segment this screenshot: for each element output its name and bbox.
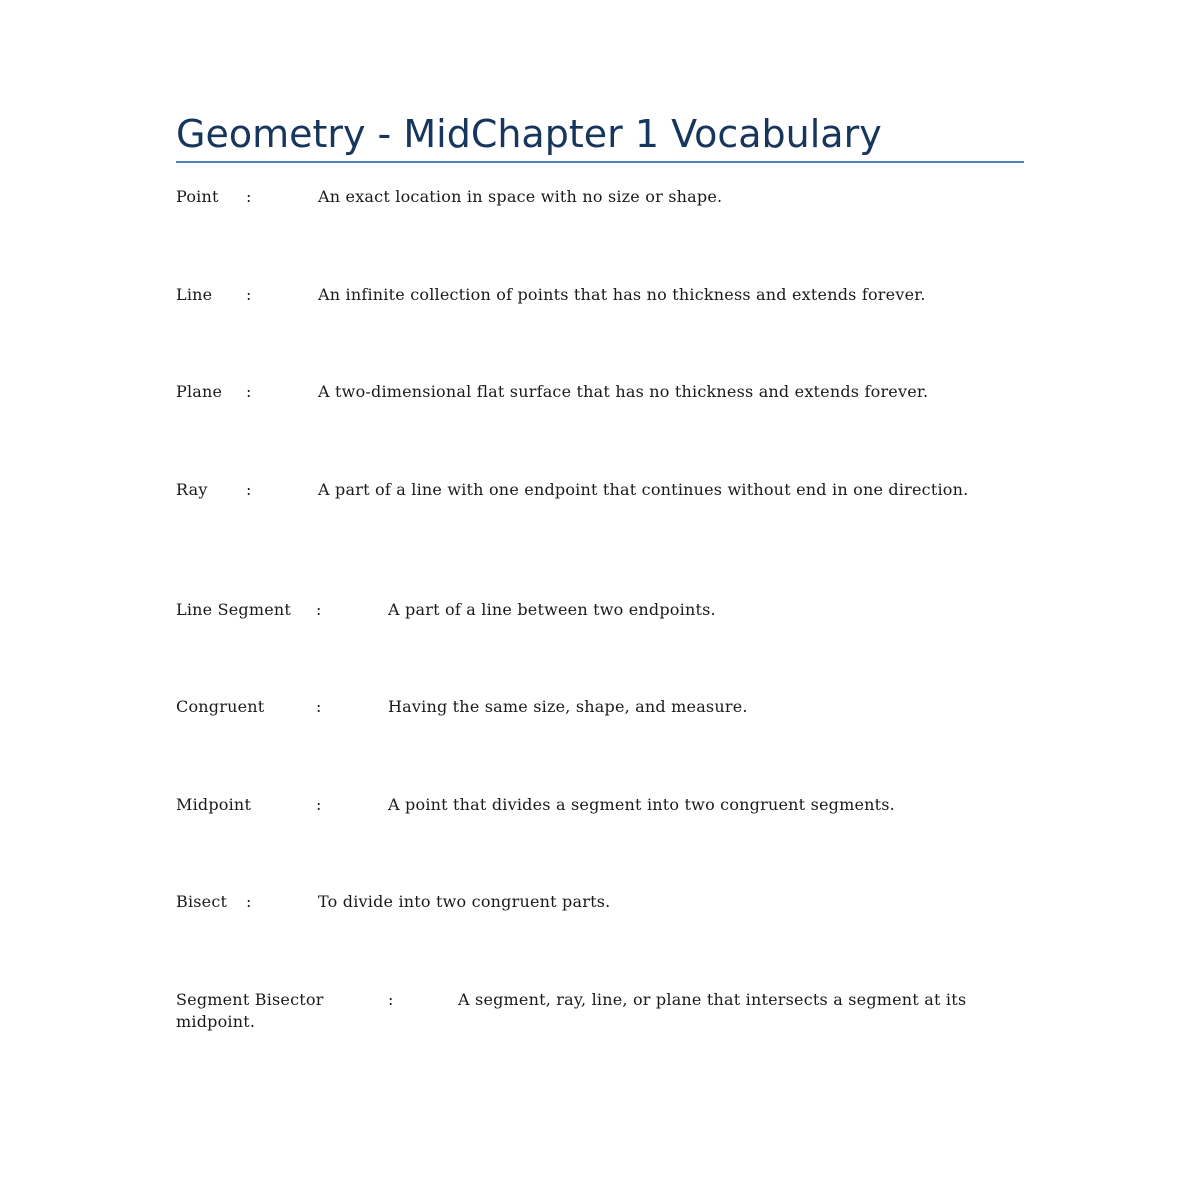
term: Bisect xyxy=(176,892,228,911)
vocab-entry-line xyxy=(176,284,1024,306)
vocab-entry-segment-bisector xyxy=(176,989,1024,1033)
separator: : xyxy=(316,697,322,716)
vocab-entry-line-segment xyxy=(176,599,1024,621)
separator: : xyxy=(246,187,252,206)
definition: A segment, ray, line, or plane that intersects a segment at its midpoint. xyxy=(176,990,967,1031)
vocab-entry-plane xyxy=(176,381,1024,403)
term: Segment Bisector xyxy=(176,990,324,1009)
vocab-entry-congruent xyxy=(176,696,1024,718)
definition: To divide into two congruent parts. xyxy=(318,892,611,911)
separator: : xyxy=(246,285,252,304)
definition: Having the same size, shape, and measure. xyxy=(388,697,748,716)
vocab-entry-ray xyxy=(176,479,1024,501)
term: Line Segment xyxy=(176,600,292,619)
title-underline xyxy=(176,161,1024,163)
separator: : xyxy=(246,382,252,401)
definition: An infinite collection of points that has no thickness and extends forever. xyxy=(318,285,926,304)
term: Point xyxy=(176,187,219,206)
term: Congruent xyxy=(176,697,265,716)
vocab-entry-bisect xyxy=(176,891,1024,913)
term: Line xyxy=(176,285,213,304)
definition: A part of a line with one endpoint that continues without end in one direction. xyxy=(318,480,969,499)
definition: A part of a line between two endpoints. xyxy=(388,600,716,619)
term: Ray xyxy=(176,480,208,499)
separator: : xyxy=(246,892,252,911)
term: Plane xyxy=(176,382,223,401)
term: Midpoint xyxy=(176,795,252,814)
separator: : xyxy=(246,480,252,499)
vocab-entry-midpoint xyxy=(176,794,1024,816)
definition: An exact location in space with no size or shape. xyxy=(318,187,723,206)
definition: A two-dimensional flat surface that has no thickness and extends forever. xyxy=(318,382,929,401)
separator: : xyxy=(316,600,322,619)
definition: A point that divides a segment into two congruent segments. xyxy=(388,795,895,814)
page-title: Geometry - MidChapter 1 Vocabulary xyxy=(176,112,882,156)
separator: : xyxy=(388,990,394,1009)
separator: : xyxy=(316,795,322,814)
vocab-entry-point xyxy=(176,186,1024,208)
